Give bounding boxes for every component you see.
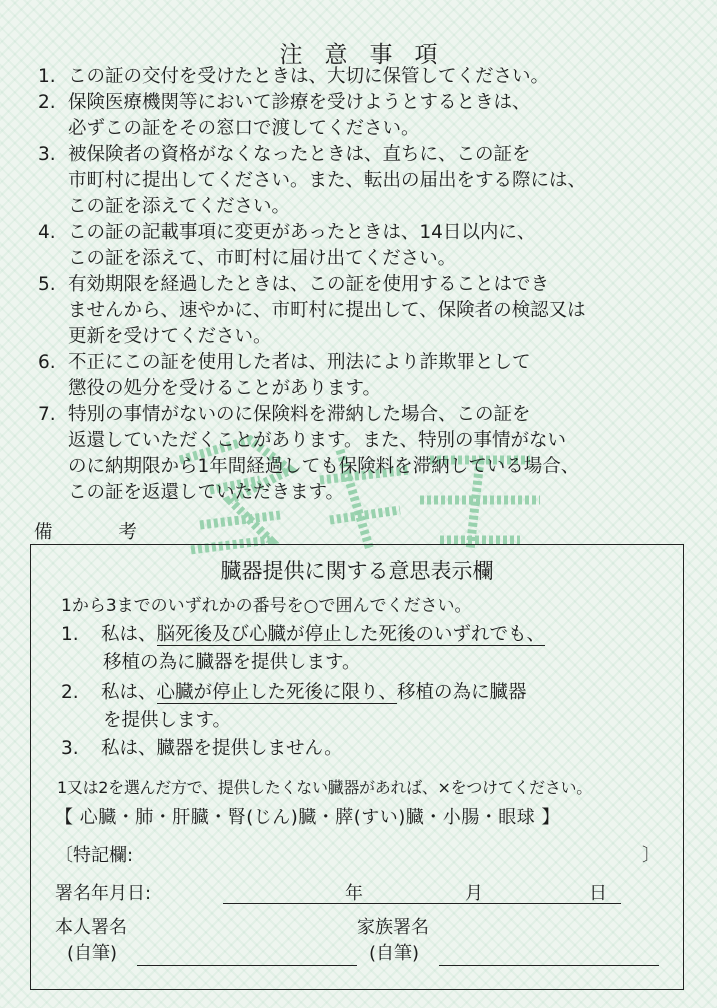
self-signature-line: [137, 965, 357, 966]
notice-item-1: 1. この証の交付を受けたときは、大切に保管してください。: [38, 66, 550, 87]
family-signature-line: [439, 965, 659, 966]
donor-option-2[interactable]: 2. 私は、心臓が停止した死後に限り、移植の為に臓器 を提供します。: [61, 682, 527, 731]
donor-option-1[interactable]: 1. 私は、脳死後及び心臓が停止した死後のいずれでも、 移植の為に臓器を提供します。: [61, 624, 546, 673]
organ-donation-box: [30, 544, 684, 990]
notice-item-2: 2. 保険医療機関等において診療を受けようとするときは、 必ずこの証をその窓口で渡してください。: [38, 92, 531, 139]
notices-title: 注意事項: [279, 42, 460, 68]
donor-option-3[interactable]: 3. 私は、臓器を提供しません。: [61, 738, 343, 759]
family-signature-field[interactable]: 家族署名 (自筆): [357, 915, 657, 967]
remarks-label: 備 考: [34, 522, 167, 543]
notice-item-4: 4. この証の記載事項に変更があったときは、14日以内に、 この証を添えて、市町村に届け出てください。: [38, 222, 536, 269]
notices-list: [34, 64, 694, 506]
notice-item-7: 7. 特別の事情がないのに保険料を滞納した場合、この証を 返還していただくことがあります。また、特別の事情がない のに納期限から1年間経過しても保険料を滞納している場合、 この証を返還していただきます。: [38, 404, 580, 503]
donor-title: 臓器提供に関する意思表示欄: [220, 559, 494, 583]
donor-instruction: 1から3までのいずれかの番号を○で囲んでください。: [61, 596, 472, 616]
date-underline: [223, 903, 621, 904]
donor-note: 1又は2を選んだ方で、提供したくない臓器があれば、×をつけてください。: [57, 778, 592, 797]
special-notes-field[interactable]: 〔特記欄: 〕: [55, 845, 660, 866]
organ-list[interactable]: 【 心臓・肺・肝臓・腎(じん)臓・膵(すい)臓・小腸・眼球 】: [55, 807, 561, 828]
self-signature-field[interactable]: 本人署名 (自筆): [55, 915, 355, 967]
notice-item-5: 5. 有効期限を経過したときは、この証を使用することはでき ませんから、速やかに、市町村に提出して、保険者の検認又は 更新を受けてください。: [38, 274, 586, 347]
notice-item-6: 6. 不正にこの証を使用した者は、刑法により詐欺罪として 懲役の処分を受けることがあります。: [38, 352, 531, 399]
signature-date-field[interactable]: 署名年月日: 年 月 日: [55, 879, 655, 909]
notice-item-3: 3. 被保険者の資格がなくなったときは、直ちに、この証を 市町村に提出してください。また、転出の届出をする際には、 この証を添えてください。: [38, 144, 587, 217]
